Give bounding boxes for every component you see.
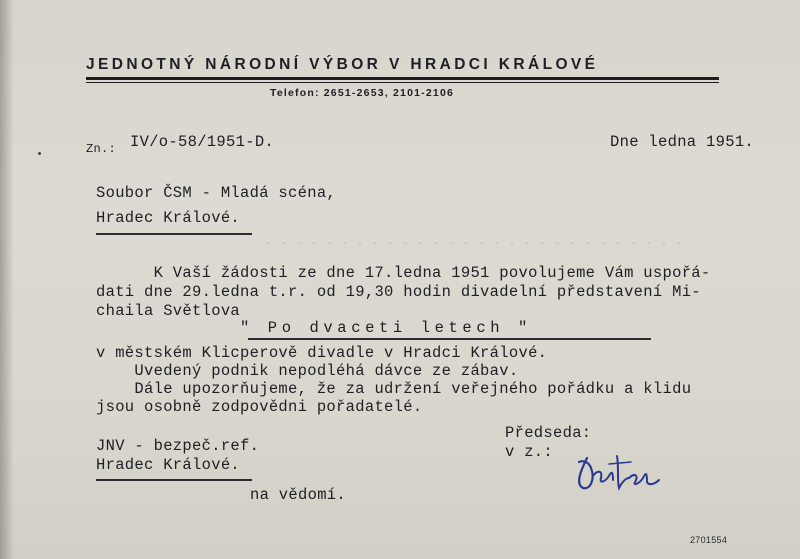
- recipient-line-1: Soubor ČSM - Mladá scéna,: [96, 184, 337, 202]
- archive-number: 2701554: [690, 535, 728, 545]
- play-title: " Po dvaceti letech ": [240, 319, 532, 337]
- cc-line-2: Hradec Králové.: [96, 456, 241, 474]
- signatory-vz: v z.:: [505, 443, 554, 461]
- recipient-line-2: Hradec Králové.: [96, 209, 241, 227]
- recipient-underline: [96, 233, 252, 235]
- body-paragraph-1-line-3: chaila Světlova: [96, 302, 241, 320]
- reference-number: IV/o-58/1951-D.: [130, 133, 275, 151]
- handwritten-signature: [573, 448, 665, 494]
- body-paragraph-1-line-1: K Vaší žádosti ze dne 17.ledna 1951 povolujeme Vám uspořá-: [96, 264, 711, 282]
- body-paragraph-2-line-1: v městském Klicperově divadle v Hradci Králové.: [96, 344, 548, 362]
- cc-note: na vědomí.: [250, 486, 347, 504]
- letterhead-rule-thin: [86, 82, 719, 83]
- punch-mark: [38, 152, 41, 155]
- play-title-underline: [248, 338, 651, 340]
- letterhead-title: JEDNOTNÝ NÁRODNÍ VÝBOR V HRADCI KRÁLOVÉ: [86, 56, 599, 73]
- letterhead-phone: Telefon: 2651-2653, 2101-2106: [270, 87, 455, 99]
- cc-underline: [96, 479, 252, 481]
- letterhead-rule: [86, 77, 719, 80]
- bleed-through-text: - - - - - - - - - - - - - - - - - - - - - - - - - - - -: [265, 236, 684, 250]
- reference-label: Zn.:: [86, 142, 117, 156]
- body-paragraph-1-line-2: dati dne 29.ledna t.r. od 19,30 hodin divadelní představení Mi-: [96, 283, 701, 301]
- signatory-role: Předseda:: [505, 424, 592, 442]
- letter-date: Dne ledna 1951.: [610, 133, 755, 151]
- body-paragraph-2-line-2: Uvedený podnik nepodléhá dávce ze zábav.: [96, 362, 519, 380]
- body-paragraph-2-line-3: Dále upozorňujeme, že za udržení veřejného pořádku a klidu: [96, 380, 692, 398]
- cc-line-1: JNV - bezpeč.ref.: [96, 437, 260, 455]
- page-edge-shadow: [0, 0, 14, 559]
- body-paragraph-2-line-4: jsou osobně zodpovědni pořadatelé.: [96, 398, 423, 416]
